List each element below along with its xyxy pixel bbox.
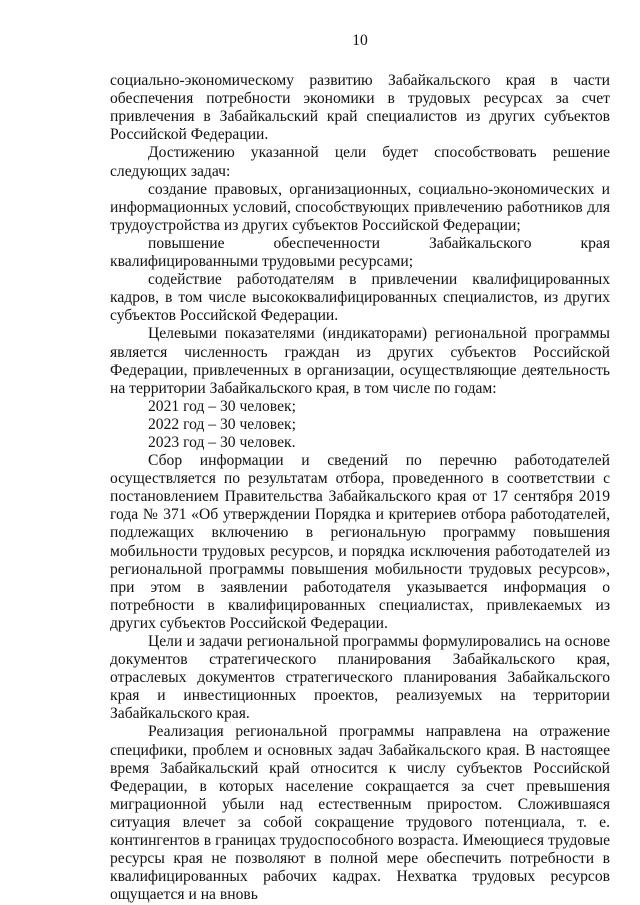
paragraph-goals-basis: Цели и задачи региональной программы формулировались на основе документов стратегического планирования Забайкальского края, отраслевых документов стратегического планирования Забайкальского края и инвестиционных проектов, реализуемых на территории Забайкальского края. — [110, 633, 610, 723]
year-item-2021: 2021 год – 30 человек; — [148, 397, 296, 415]
task-item-provision: повышение обеспеченности Забайкальского края квалифицированными трудовыми ресурсами; — [110, 234, 610, 271]
paragraph-target-indicators: Целевыми показателями (индикаторами) региональной программы является численность граждан из других субъектов Российской Федерации, привлеченных в организации, осуществляющие деятельность на территории Забайкальского края, в том числе по годам: — [110, 325, 610, 397]
year-item-2022: 2022 год – 30 человек; — [148, 415, 296, 433]
paragraph-data-collection: Сбор информации и сведений по перечню работодателей осуществляется по результатам отбора, проведенного в соответствии с постановлением Правительства Забайкальского края от 17 сентября 2019 года № 371 «Об утверждении Порядка и критериев отбора работодателей, подлежащих включению в региональную программу повышения мобильности трудовых ресурсов, и порядка исключения работодателей из региональной программы повышения мобильности трудовых ресурсов», при этом в заявлении работодателя указывается информация о потребности в квалифицированных специалистах, привлекаемых из других субъектов Российской Федерации. — [110, 452, 610, 632]
paragraph-goal-achievement: Достижению указанной цели будет способствовать решение следующих задач: — [110, 144, 610, 180]
task-item-conditions: создание правовых, организационных, социально-экономических и информационных условий, способствующих привлечению работников для трудоустройства из других субъектов Российской Федерации; — [110, 180, 610, 234]
task-item-assistance: содействие работодателям в привлечении квалифицированных кадров, в том числе высококвалифицированных специалистов, из других субъектов Российской Федерации. — [110, 271, 610, 325]
year-item-2023: 2023 год – 30 человек. — [148, 433, 296, 451]
paragraph-program-implementation: Реализация региональной программы направлена на отражение специфики, проблем и основных задач Забайкальского края. В настоящее время Забайкальский край относится к числу субъектов Российской Федерации, в которых население сокращается за счет превышения миграционной убыли над естественным приростом. Сложившаяся ситуация влечет за собой сокращение трудового потенциала, т. е. контингентов в границах трудоспособного возраста. Имеющиеся трудовые ресурсы края не позволяют в полной мере обеспечить потребности в квалифицированных рабочих кадрах. Нехватка трудовых ресурсов ощущается и на вновь — [110, 723, 610, 904]
paragraph-continuation: социально-экономическому развитию Забайкальского края в части обеспечения потребности экономики в трудовых ресурсах за счет привлечения в Забайкальский край специалистов из других субъектов Российской Федерации. — [110, 72, 610, 144]
page-number: 10 — [352, 32, 368, 49]
